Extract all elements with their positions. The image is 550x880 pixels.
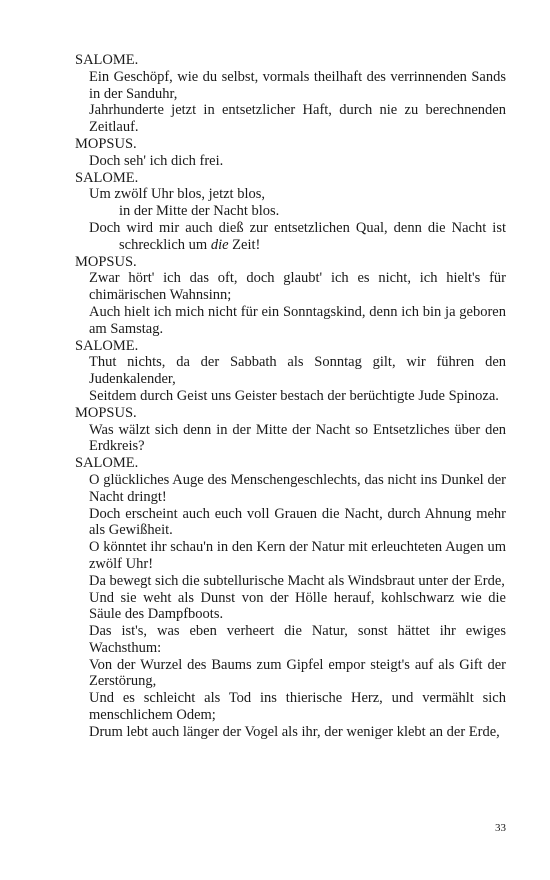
verse-segment: Zeit! bbox=[228, 236, 261, 253]
speaker-label: MOPSUS. bbox=[75, 135, 137, 152]
verse-line: Und sie weht als Dunst von der Hölle herauf, kohlschwarz wie die Säule des Dampfboots. bbox=[89, 589, 506, 623]
verse-line: Von der Wurzel des Baums zum Gipfel empor steigt's auf als Gift der Zerstörung, bbox=[89, 656, 506, 690]
verse-line: Auch hielt ich mich nicht für ein Sonntagskind, denn ich bin ja geboren am Samstag. bbox=[89, 303, 506, 337]
verse-line: Da bewegt sich die subtellurische Macht als Windsbraut unter der Erde, bbox=[89, 572, 505, 589]
verse-line: in der Mitte der Nacht blos. bbox=[119, 203, 280, 220]
speaker-label: SALOME. bbox=[75, 52, 139, 68]
verse-line: Ein Geschöpf, wie du selbst, vormals theilhaft des verrinnenden Sands in der Sanduhr, bbox=[89, 68, 506, 102]
speaker-label: MOPSUS. bbox=[75, 253, 137, 270]
verse-line: Und es schleicht als Tod ins thierische Herz, und vermählt sich menschlichem Odem; bbox=[89, 690, 506, 724]
speaker-label: MOPSUS. bbox=[75, 404, 137, 421]
speaker-label: SALOME. bbox=[75, 169, 139, 186]
verse-emphasis: die bbox=[210, 236, 229, 253]
verse-line: Doch seh' ich dich frei. bbox=[89, 152, 224, 169]
verse-line bbox=[75, 220, 506, 254]
poem-text bbox=[75, 52, 506, 741]
verse-line: Doch erscheint auch euch voll Grauen die Nacht, durch Ahnung mehr als Gewißheit. bbox=[89, 505, 506, 539]
verse-segment: Doch wird mir auch dieß zur entsetzlichen Qual, denn die Nacht ist schrecklich um bbox=[89, 219, 506, 253]
page-number: 33 bbox=[495, 822, 506, 834]
verse-line: Thut nichts, da der Sabbath als Sonntag gilt, wir führen den Judenkalender, bbox=[89, 354, 506, 388]
verse-line: Das ist's, was eben verheert die Natur, sonst hättet ihr ewiges Wachsthum: bbox=[89, 623, 506, 656]
verse-line: Drum lebt auch länger der Vogel als ihr, der weniger klebt an der Erde, bbox=[89, 723, 500, 740]
verse-line: O glückliches Auge des Menschengeschlechts, das nicht ins Dunkel der Nacht dringt! bbox=[89, 471, 506, 505]
verse-line: Um zwölf Uhr blos, jetzt blos, bbox=[89, 186, 265, 203]
verse-line: Seitdem durch Geist uns Geister bestach der berüchtigte Jude Spinoza. bbox=[89, 387, 499, 404]
verse-line: Zwar hört' ich das oft, doch glaubt' ich es nicht, ich hielt's für chimärischen Wahnsinn; bbox=[89, 270, 506, 304]
speaker-label: SALOME. bbox=[75, 455, 139, 472]
verse-line: Jahrhunderte jetzt in entsetzlicher Haft, durch nie zu berechnenden Zeitlauf. bbox=[89, 102, 506, 136]
verse-line: Was wälzt sich denn in der Mitte der Nacht so Entsetzliches über den Erdkreis? bbox=[89, 421, 506, 455]
speaker-label: SALOME. bbox=[75, 337, 139, 354]
verse-line: O könntet ihr schau'n in den Kern der Natur mit erleuchteten Augen um zwölf Uhr! bbox=[89, 539, 506, 572]
